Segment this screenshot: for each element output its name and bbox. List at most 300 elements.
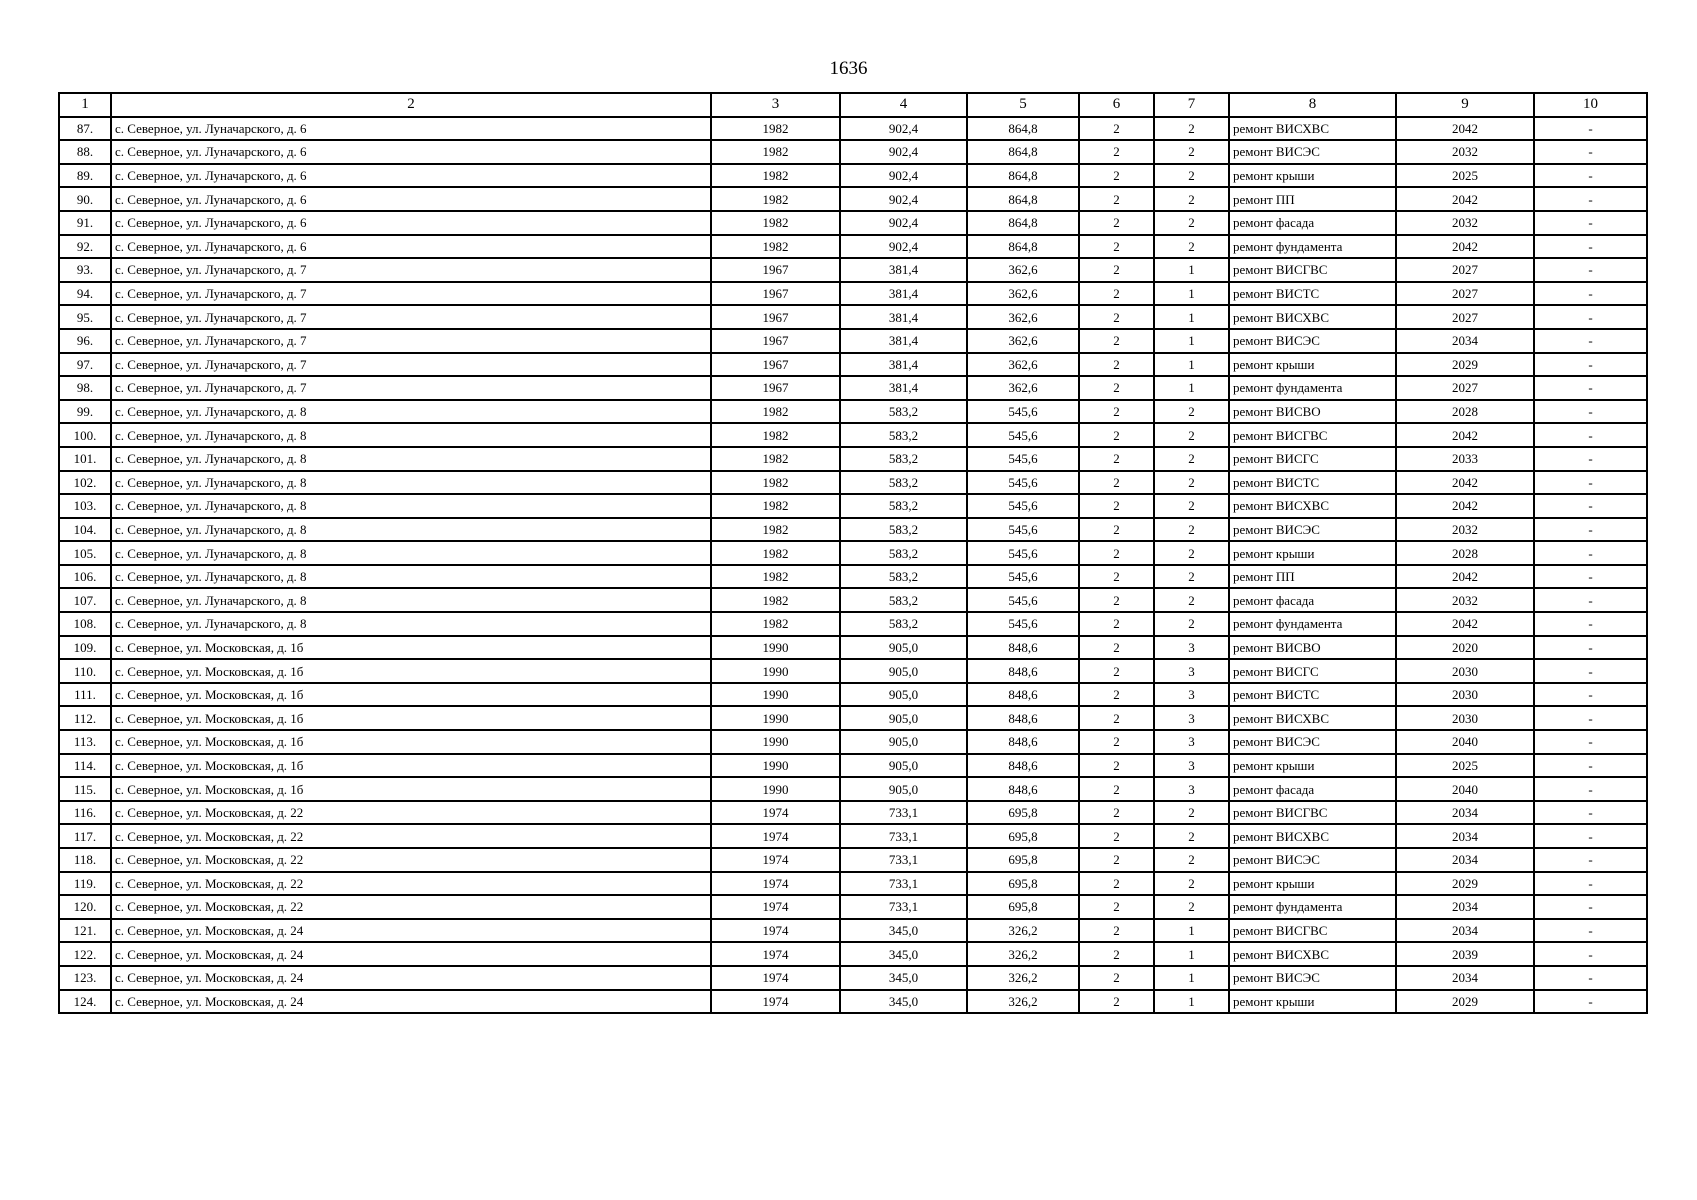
work-type-cell: ремонт ПП — [1229, 565, 1396, 589]
table-row — [59, 659, 1647, 683]
planned-year-cell: 2034 — [1396, 824, 1534, 848]
total-area-cell: 583,2 — [840, 471, 967, 495]
col6-cell: 2 — [1079, 942, 1154, 966]
living-area-cell: 545,6 — [967, 400, 1079, 424]
floors-cell: 1 — [1154, 376, 1229, 400]
address-cell: с. Северное, ул. Луначарского, д. 7 — [111, 376, 711, 400]
planned-year-cell: 2030 — [1396, 683, 1534, 707]
note-cell: - — [1534, 211, 1647, 235]
year-cell: 1990 — [711, 683, 840, 707]
total-area-cell: 381,4 — [840, 329, 967, 353]
address-cell: с. Северное, ул. Луначарского, д. 6 — [111, 187, 711, 211]
row-number-cell: 96. — [59, 329, 111, 353]
col6-cell: 2 — [1079, 588, 1154, 612]
year-cell: 1967 — [711, 353, 840, 377]
table-row — [59, 211, 1647, 235]
column-header-2: 2 — [111, 93, 711, 117]
planned-year-cell: 2042 — [1396, 423, 1534, 447]
note-cell: - — [1534, 235, 1647, 259]
total-area-cell: 905,0 — [840, 706, 967, 730]
planned-year-cell: 2032 — [1396, 518, 1534, 542]
table-header — [59, 93, 1647, 117]
total-area-cell: 905,0 — [840, 659, 967, 683]
note-cell: - — [1534, 777, 1647, 801]
floors-cell: 2 — [1154, 612, 1229, 636]
note-cell: - — [1534, 659, 1647, 683]
address-cell: с. Северное, ул. Луначарского, д. 7 — [111, 305, 711, 329]
total-area-cell: 583,2 — [840, 494, 967, 518]
year-cell: 1982 — [711, 211, 840, 235]
work-type-cell: ремонт ВИСЭС — [1229, 140, 1396, 164]
table-row — [59, 235, 1647, 259]
year-cell: 1982 — [711, 235, 840, 259]
table-row — [59, 942, 1647, 966]
living-area-cell: 864,8 — [967, 140, 1079, 164]
year-cell: 1974 — [711, 966, 840, 990]
col6-cell: 2 — [1079, 541, 1154, 565]
column-header-8: 8 — [1229, 93, 1396, 117]
planned-year-cell: 2025 — [1396, 754, 1534, 778]
table-row — [59, 423, 1647, 447]
col6-cell: 2 — [1079, 258, 1154, 282]
row-number-cell: 110. — [59, 659, 111, 683]
address-cell: с. Северное, ул. Луначарского, д. 6 — [111, 164, 711, 188]
living-area-cell: 545,6 — [967, 612, 1079, 636]
total-area-cell: 902,4 — [840, 164, 967, 188]
planned-year-cell: 2032 — [1396, 588, 1534, 612]
row-number-cell: 120. — [59, 895, 111, 919]
repair-schedule-table — [58, 92, 1648, 1014]
table-row — [59, 494, 1647, 518]
planned-year-cell: 2027 — [1396, 258, 1534, 282]
column-header-9: 9 — [1396, 93, 1534, 117]
col6-cell: 2 — [1079, 966, 1154, 990]
total-area-cell: 733,1 — [840, 895, 967, 919]
note-cell: - — [1534, 848, 1647, 872]
row-number-cell: 98. — [59, 376, 111, 400]
total-area-cell: 733,1 — [840, 848, 967, 872]
floors-cell: 2 — [1154, 471, 1229, 495]
living-area-cell: 848,6 — [967, 659, 1079, 683]
floors-cell: 3 — [1154, 636, 1229, 660]
col6-cell: 2 — [1079, 423, 1154, 447]
work-type-cell: ремонт ВИСЭС — [1229, 329, 1396, 353]
planned-year-cell: 2040 — [1396, 730, 1534, 754]
col6-cell: 2 — [1079, 376, 1154, 400]
row-number-cell: 116. — [59, 801, 111, 825]
address-cell: с. Северное, ул. Московская, д. 22 — [111, 848, 711, 872]
column-header-4: 4 — [840, 93, 967, 117]
total-area-cell: 345,0 — [840, 919, 967, 943]
row-number-cell: 106. — [59, 565, 111, 589]
living-area-cell: 695,8 — [967, 895, 1079, 919]
address-cell: с. Северное, ул. Московская, д. 1б — [111, 777, 711, 801]
work-type-cell: ремонт ВИСВО — [1229, 400, 1396, 424]
floors-cell: 1 — [1154, 942, 1229, 966]
planned-year-cell: 2032 — [1396, 140, 1534, 164]
note-cell: - — [1534, 942, 1647, 966]
living-area-cell: 848,6 — [967, 683, 1079, 707]
note-cell: - — [1534, 187, 1647, 211]
living-area-cell: 848,6 — [967, 706, 1079, 730]
col6-cell: 2 — [1079, 754, 1154, 778]
col6-cell: 2 — [1079, 400, 1154, 424]
total-area-cell: 381,4 — [840, 305, 967, 329]
table-row — [59, 588, 1647, 612]
year-cell: 1982 — [711, 423, 840, 447]
col6-cell: 2 — [1079, 211, 1154, 235]
floors-cell: 3 — [1154, 754, 1229, 778]
table-row — [59, 164, 1647, 188]
year-cell: 1967 — [711, 282, 840, 306]
table-row — [59, 730, 1647, 754]
col6-cell: 2 — [1079, 518, 1154, 542]
total-area-cell: 905,0 — [840, 636, 967, 660]
floors-cell: 1 — [1154, 329, 1229, 353]
living-area-cell: 326,2 — [967, 919, 1079, 943]
address-cell: с. Северное, ул. Луначарского, д. 8 — [111, 565, 711, 589]
table-row — [59, 824, 1647, 848]
total-area-cell: 902,4 — [840, 187, 967, 211]
work-type-cell: ремонт ВИСГВС — [1229, 801, 1396, 825]
living-area-cell: 545,6 — [967, 423, 1079, 447]
work-type-cell: ремонт ПП — [1229, 187, 1396, 211]
planned-year-cell: 2034 — [1396, 329, 1534, 353]
note-cell: - — [1534, 683, 1647, 707]
floors-cell: 1 — [1154, 282, 1229, 306]
year-cell: 1990 — [711, 659, 840, 683]
row-number-cell: 121. — [59, 919, 111, 943]
note-cell: - — [1534, 423, 1647, 447]
living-area-cell: 362,6 — [967, 353, 1079, 377]
row-number-cell: 100. — [59, 423, 111, 447]
floors-cell: 2 — [1154, 164, 1229, 188]
year-cell: 1974 — [711, 848, 840, 872]
total-area-cell: 381,4 — [840, 353, 967, 377]
total-area-cell: 733,1 — [840, 801, 967, 825]
floors-cell: 3 — [1154, 706, 1229, 730]
col6-cell: 2 — [1079, 895, 1154, 919]
row-number-cell: 118. — [59, 848, 111, 872]
total-area-cell: 905,0 — [840, 683, 967, 707]
work-type-cell: ремонт крыши — [1229, 164, 1396, 188]
table-row — [59, 140, 1647, 164]
year-cell: 1990 — [711, 636, 840, 660]
year-cell: 1974 — [711, 801, 840, 825]
address-cell: с. Северное, ул. Луначарского, д. 8 — [111, 612, 711, 636]
address-cell: с. Северное, ул. Московская, д. 1б — [111, 706, 711, 730]
row-number-cell: 113. — [59, 730, 111, 754]
planned-year-cell: 2034 — [1396, 919, 1534, 943]
year-cell: 1974 — [711, 990, 840, 1014]
note-cell: - — [1534, 518, 1647, 542]
address-cell: с. Северное, ул. Московская, д. 1б — [111, 683, 711, 707]
floors-cell: 2 — [1154, 211, 1229, 235]
floors-cell: 2 — [1154, 801, 1229, 825]
total-area-cell: 902,4 — [840, 235, 967, 259]
total-area-cell: 583,2 — [840, 400, 967, 424]
year-cell: 1982 — [711, 117, 840, 141]
work-type-cell: ремонт ВИСГС — [1229, 447, 1396, 471]
col6-cell: 2 — [1079, 612, 1154, 636]
table-row — [59, 848, 1647, 872]
col6-cell: 2 — [1079, 565, 1154, 589]
work-type-cell: ремонт ВИСТС — [1229, 683, 1396, 707]
note-cell: - — [1534, 872, 1647, 896]
col6-cell: 2 — [1079, 777, 1154, 801]
total-area-cell: 905,0 — [840, 754, 967, 778]
row-number-cell: 109. — [59, 636, 111, 660]
total-area-cell: 345,0 — [840, 966, 967, 990]
living-area-cell: 848,6 — [967, 754, 1079, 778]
total-area-cell: 733,1 — [840, 872, 967, 896]
column-header-1: 1 — [59, 93, 111, 117]
note-cell: - — [1534, 140, 1647, 164]
planned-year-cell: 2028 — [1396, 541, 1534, 565]
planned-year-cell: 2029 — [1396, 990, 1534, 1014]
floors-cell: 2 — [1154, 872, 1229, 896]
planned-year-cell: 2028 — [1396, 400, 1534, 424]
living-area-cell: 864,8 — [967, 164, 1079, 188]
row-number-cell: 102. — [59, 471, 111, 495]
planned-year-cell: 2034 — [1396, 895, 1534, 919]
planned-year-cell: 2034 — [1396, 848, 1534, 872]
living-area-cell: 864,8 — [967, 117, 1079, 141]
year-cell: 1982 — [711, 588, 840, 612]
living-area-cell: 326,2 — [967, 942, 1079, 966]
note-cell: - — [1534, 164, 1647, 188]
row-number-cell: 104. — [59, 518, 111, 542]
floors-cell: 1 — [1154, 966, 1229, 990]
table-row — [59, 376, 1647, 400]
year-cell: 1974 — [711, 824, 840, 848]
table-row — [59, 329, 1647, 353]
total-area-cell: 583,2 — [840, 447, 967, 471]
year-cell: 1982 — [711, 187, 840, 211]
year-cell: 1967 — [711, 258, 840, 282]
year-cell: 1982 — [711, 565, 840, 589]
note-cell: - — [1534, 588, 1647, 612]
total-area-cell: 381,4 — [840, 282, 967, 306]
row-number-cell: 89. — [59, 164, 111, 188]
row-number-cell: 93. — [59, 258, 111, 282]
note-cell: - — [1534, 329, 1647, 353]
work-type-cell: ремонт ВИСХВС — [1229, 494, 1396, 518]
work-type-cell: ремонт крыши — [1229, 353, 1396, 377]
address-cell: с. Северное, ул. Московская, д. 22 — [111, 872, 711, 896]
work-type-cell: ремонт фундамента — [1229, 376, 1396, 400]
living-area-cell: 848,6 — [967, 636, 1079, 660]
col6-cell: 2 — [1079, 187, 1154, 211]
planned-year-cell: 2030 — [1396, 659, 1534, 683]
column-header-10: 10 — [1534, 93, 1647, 117]
col6-cell: 2 — [1079, 494, 1154, 518]
col6-cell: 2 — [1079, 117, 1154, 141]
living-area-cell: 362,6 — [967, 329, 1079, 353]
col6-cell: 2 — [1079, 659, 1154, 683]
planned-year-cell: 2029 — [1396, 353, 1534, 377]
planned-year-cell: 2032 — [1396, 211, 1534, 235]
floors-cell: 3 — [1154, 730, 1229, 754]
total-area-cell: 583,2 — [840, 518, 967, 542]
living-area-cell: 326,2 — [967, 990, 1079, 1014]
planned-year-cell: 2020 — [1396, 636, 1534, 660]
column-header-5: 5 — [967, 93, 1079, 117]
column-header-6: 6 — [1079, 93, 1154, 117]
living-area-cell: 362,6 — [967, 258, 1079, 282]
table-row — [59, 777, 1647, 801]
year-cell: 1982 — [711, 494, 840, 518]
year-cell: 1982 — [711, 447, 840, 471]
floors-cell: 2 — [1154, 187, 1229, 211]
address-cell: с. Северное, ул. Московская, д. 24 — [111, 966, 711, 990]
note-cell: - — [1534, 447, 1647, 471]
year-cell: 1967 — [711, 329, 840, 353]
planned-year-cell: 2027 — [1396, 282, 1534, 306]
row-number-cell: 119. — [59, 872, 111, 896]
table-row — [59, 305, 1647, 329]
note-cell: - — [1534, 824, 1647, 848]
address-cell: с. Северное, ул. Московская, д. 24 — [111, 990, 711, 1014]
year-cell: 1982 — [711, 140, 840, 164]
work-type-cell: ремонт ВИСГВС — [1229, 423, 1396, 447]
floors-cell: 2 — [1154, 848, 1229, 872]
floors-cell: 2 — [1154, 140, 1229, 164]
work-type-cell: ремонт ВИСТС — [1229, 471, 1396, 495]
table-row — [59, 447, 1647, 471]
planned-year-cell: 2042 — [1396, 235, 1534, 259]
total-area-cell: 583,2 — [840, 612, 967, 636]
note-cell: - — [1534, 541, 1647, 565]
col6-cell: 2 — [1079, 471, 1154, 495]
address-cell: с. Северное, ул. Луначарского, д. 7 — [111, 353, 711, 377]
total-area-cell: 905,0 — [840, 730, 967, 754]
planned-year-cell: 2042 — [1396, 494, 1534, 518]
col6-cell: 2 — [1079, 683, 1154, 707]
note-cell: - — [1534, 919, 1647, 943]
total-area-cell: 902,4 — [840, 211, 967, 235]
total-area-cell: 583,2 — [840, 565, 967, 589]
living-area-cell: 695,8 — [967, 824, 1079, 848]
floors-cell: 2 — [1154, 447, 1229, 471]
column-header-3: 3 — [711, 93, 840, 117]
work-type-cell: ремонт крыши — [1229, 990, 1396, 1014]
table-row — [59, 636, 1647, 660]
floors-cell: 2 — [1154, 895, 1229, 919]
table-row — [59, 872, 1647, 896]
year-cell: 1982 — [711, 400, 840, 424]
table-row — [59, 966, 1647, 990]
year-cell: 1990 — [711, 754, 840, 778]
note-cell: - — [1534, 801, 1647, 825]
note-cell: - — [1534, 966, 1647, 990]
table-row — [59, 282, 1647, 306]
table-row — [59, 895, 1647, 919]
living-area-cell: 848,6 — [967, 730, 1079, 754]
address-cell: с. Северное, ул. Московская, д. 24 — [111, 919, 711, 943]
floors-cell: 2 — [1154, 541, 1229, 565]
note-cell: - — [1534, 754, 1647, 778]
year-cell: 1974 — [711, 942, 840, 966]
col6-cell: 2 — [1079, 730, 1154, 754]
work-type-cell: ремонт фасада — [1229, 777, 1396, 801]
address-cell: с. Северное, ул. Луначарского, д. 8 — [111, 541, 711, 565]
work-type-cell: ремонт ВИСХВС — [1229, 942, 1396, 966]
year-cell: 1982 — [711, 471, 840, 495]
floors-cell: 1 — [1154, 353, 1229, 377]
planned-year-cell: 2033 — [1396, 447, 1534, 471]
work-type-cell: ремонт крыши — [1229, 541, 1396, 565]
table-body — [59, 117, 1647, 1014]
floors-cell: 3 — [1154, 683, 1229, 707]
table-row — [59, 683, 1647, 707]
address-cell: с. Северное, ул. Московская, д. 22 — [111, 824, 711, 848]
table-row — [59, 990, 1647, 1014]
address-cell: с. Северное, ул. Луначарского, д. 8 — [111, 400, 711, 424]
row-number-cell: 95. — [59, 305, 111, 329]
living-area-cell: 848,6 — [967, 777, 1079, 801]
total-area-cell: 345,0 — [840, 990, 967, 1014]
floors-cell: 2 — [1154, 824, 1229, 848]
planned-year-cell: 2029 — [1396, 872, 1534, 896]
planned-year-cell: 2027 — [1396, 376, 1534, 400]
col6-cell: 2 — [1079, 872, 1154, 896]
year-cell: 1967 — [711, 305, 840, 329]
note-cell: - — [1534, 471, 1647, 495]
col6-cell: 2 — [1079, 636, 1154, 660]
address-cell: с. Северное, ул. Московская, д. 1б — [111, 636, 711, 660]
address-cell: с. Северное, ул. Луначарского, д. 7 — [111, 282, 711, 306]
address-cell: с. Северное, ул. Луначарского, д. 8 — [111, 447, 711, 471]
work-type-cell: ремонт фасада — [1229, 211, 1396, 235]
table-row — [59, 400, 1647, 424]
total-area-cell: 902,4 — [840, 140, 967, 164]
floors-cell: 3 — [1154, 659, 1229, 683]
floors-cell: 1 — [1154, 990, 1229, 1014]
planned-year-cell: 2042 — [1396, 565, 1534, 589]
row-number-cell: 114. — [59, 754, 111, 778]
note-cell: - — [1534, 990, 1647, 1014]
work-type-cell: ремонт ВИСГВС — [1229, 919, 1396, 943]
work-type-cell: ремонт фундамента — [1229, 612, 1396, 636]
planned-year-cell: 2025 — [1396, 164, 1534, 188]
table-row — [59, 541, 1647, 565]
address-cell: с. Северное, ул. Луначарского, д. 8 — [111, 471, 711, 495]
living-area-cell: 362,6 — [967, 282, 1079, 306]
col6-cell: 2 — [1079, 706, 1154, 730]
planned-year-cell: 2034 — [1396, 966, 1534, 990]
address-cell: с. Северное, ул. Луначарского, д. 6 — [111, 235, 711, 259]
address-cell: с. Северное, ул. Луначарского, д. 6 — [111, 140, 711, 164]
address-cell: с. Северное, ул. Луначарского, д. 6 — [111, 211, 711, 235]
work-type-cell: ремонт фасада — [1229, 588, 1396, 612]
work-type-cell: ремонт ВИСХВС — [1229, 117, 1396, 141]
table-row — [59, 258, 1647, 282]
floors-cell: 2 — [1154, 423, 1229, 447]
floors-cell: 2 — [1154, 494, 1229, 518]
address-cell: с. Северное, ул. Московская, д. 1б — [111, 730, 711, 754]
row-number-cell: 87. — [59, 117, 111, 141]
row-number-cell: 117. — [59, 824, 111, 848]
note-cell: - — [1534, 117, 1647, 141]
year-cell: 1967 — [711, 376, 840, 400]
note-cell: - — [1534, 636, 1647, 660]
floors-cell: 1 — [1154, 919, 1229, 943]
floors-cell: 2 — [1154, 235, 1229, 259]
col6-cell: 2 — [1079, 353, 1154, 377]
work-type-cell: ремонт фундамента — [1229, 895, 1396, 919]
work-type-cell: ремонт ВИСГВС — [1229, 258, 1396, 282]
